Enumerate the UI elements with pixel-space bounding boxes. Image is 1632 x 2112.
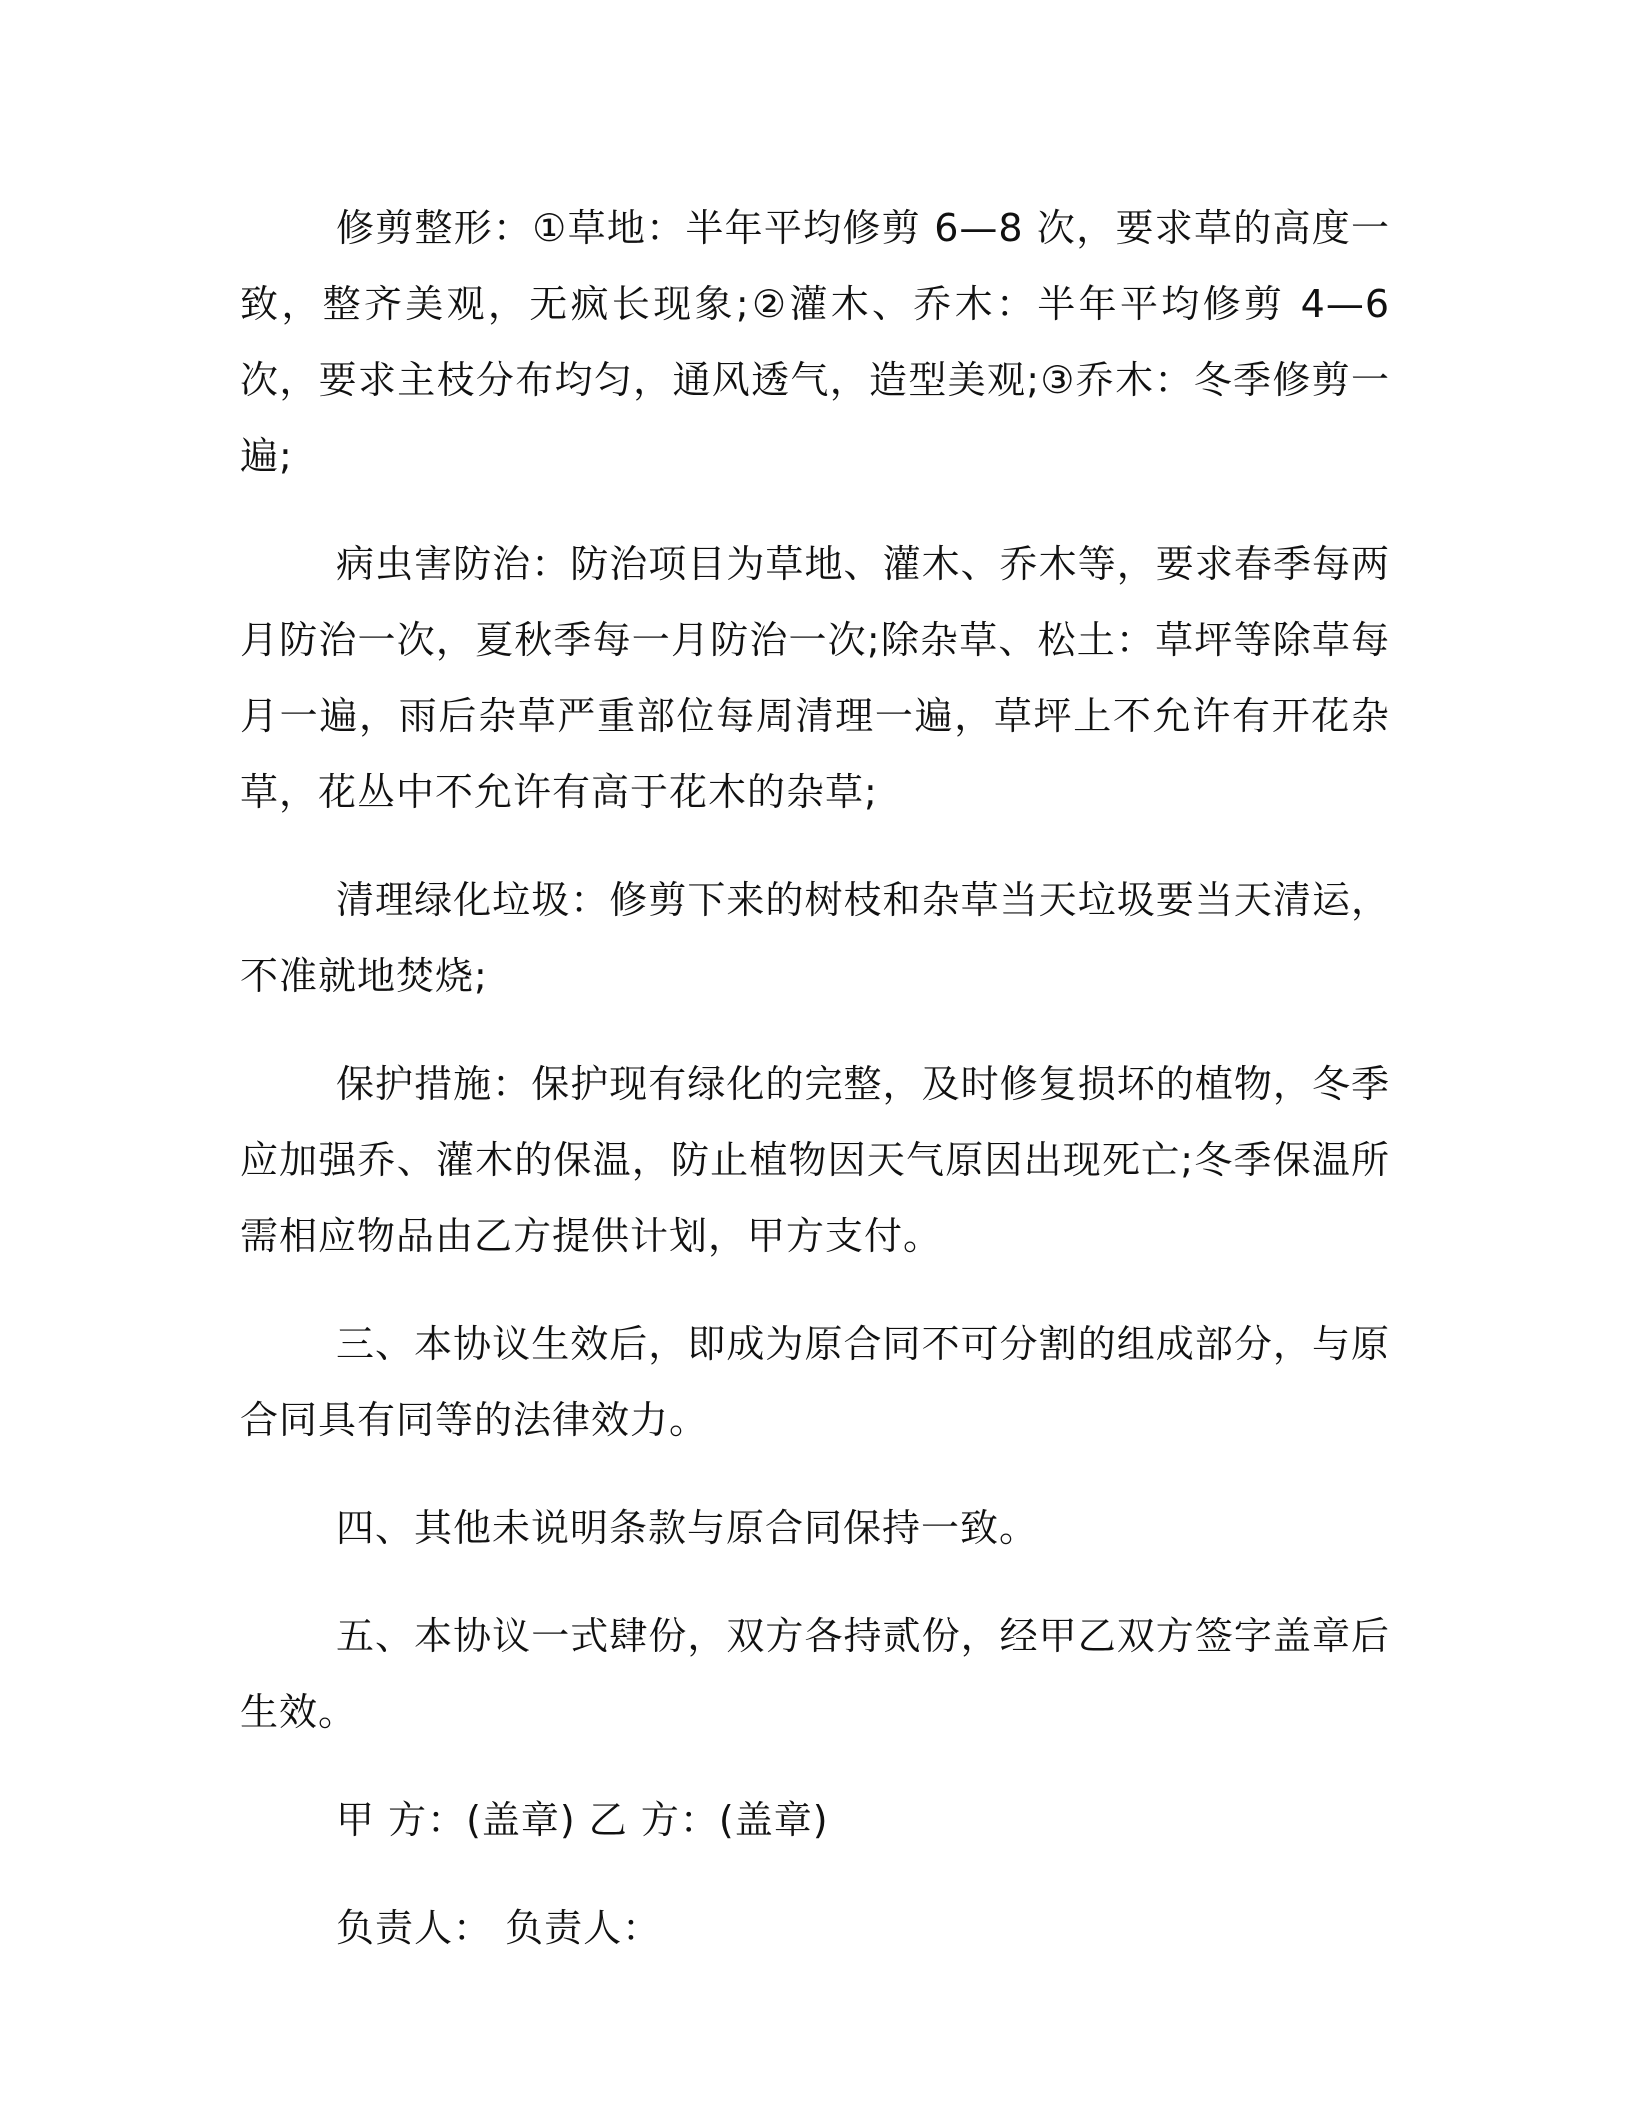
paragraph-protection: 保护措施：保护现有绿化的完整，及时修复损坏的植物，冬季应加强乔、灌木的保温，防止植物因天气原因出现死亡;冬季保温所需相应物品由乙方提供计划，甲方支付。 <box>240 1062 1390 1258</box>
clause-five: 五、本协议一式肆份，双方各持贰份，经甲乙双方签字盖章后生效。 <box>240 1614 1390 1734</box>
paragraph-pest-control: 病虫害防治：防治项目为草地、灌木、乔木等，要求春季每两月防治一次，夏秋季每一月防治一次;除杂草、松土：草坪等除草每月一遍，雨后杂草严重部位每周清理一遍，草坪上不允许有开花杂草，花丛中不允许有高于花木的杂草; <box>240 542 1390 814</box>
responsible-person-line: 负责人： 负责人： <box>336 1906 662 1950</box>
party-seal-line: 甲 方：(盖章) 乙 方：(盖章) <box>336 1798 829 1842</box>
clause-three: 三、本协议生效后，即成为原合同不可分割的组成部分，与原合同具有同等的法律效力。 <box>240 1322 1390 1442</box>
paragraph-waste-cleanup: 清理绿化垃圾：修剪下来的树枝和杂草当天垃圾要当天清运，不准就地焚烧; <box>240 878 1390 998</box>
paragraph-pruning: 修剪整形：①草地：半年平均修剪 6—8 次，要求草的高度一致，整齐美观，无疯长现象;②灌木、乔木：半年平均修剪 4—6 次，要求主枝分布均匀，通风透气，造型美观;③乔木：冬季修剪一遍; <box>240 206 1390 478</box>
document-page <box>240 190 1390 1966</box>
clause-four: 四、其他未说明条款与原合同保持一致。 <box>336 1506 1039 1550</box>
